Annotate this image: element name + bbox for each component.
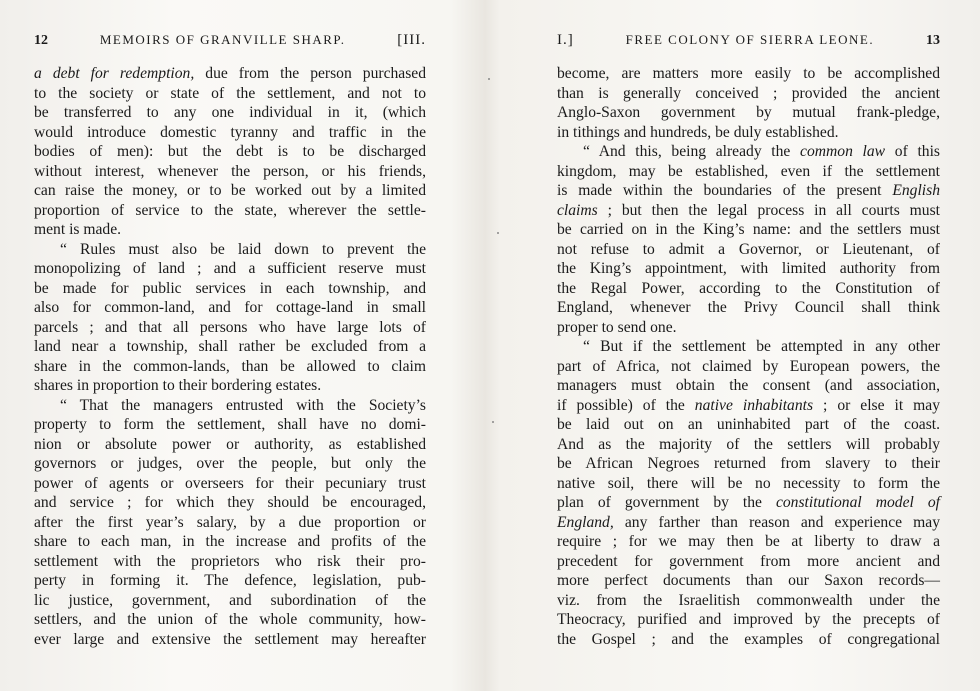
text-line <box>557 396 940 416</box>
text-line <box>557 64 940 84</box>
text-run: parcels ; and that all persons who have large lots of <box>34 318 426 336</box>
text-run: share in the common-lands, than be allowed to claim <box>34 357 426 375</box>
text-line <box>557 357 940 377</box>
text-run: in tithings and hundreds, be duly established. <box>557 123 839 141</box>
text-run: due from the person purchased <box>194 65 427 82</box>
section-marker: [III. <box>397 32 426 48</box>
text-line <box>557 532 940 552</box>
running-title: MEMOIRS OF GRANVILLE SHARP. <box>99 32 346 47</box>
text-run: ; but then the legal process in all courts must <box>597 201 940 219</box>
text-line <box>34 415 426 435</box>
italic-text: England, <box>557 513 614 531</box>
text-line <box>557 220 940 240</box>
italic-text: claims <box>557 201 598 219</box>
text-run: monopolizing of land ; and a sufficient reserve must <box>34 260 426 277</box>
italic-text: constitutional model of <box>775 494 940 511</box>
text-run: lic justice, government, and subordination of the <box>34 591 426 609</box>
text-line <box>34 493 426 513</box>
text-run: managers must obtain the consent (and association, <box>557 377 940 394</box>
text-line <box>34 201 426 221</box>
text-line <box>557 571 940 591</box>
text-line <box>557 162 940 182</box>
text-line <box>34 571 426 591</box>
text-run: Anglo-Saxon government by mutual frank-pledge, <box>557 104 940 121</box>
italic-text: common law <box>800 143 886 160</box>
text-run: without interest, whenever the person, or his friends, <box>34 162 426 180</box>
text-run: to the society or state of the settlement, and not to <box>34 84 426 102</box>
text-line <box>34 435 426 455</box>
text-line <box>557 298 940 318</box>
text-line <box>34 103 426 123</box>
text-line <box>34 454 426 474</box>
text-run: not refuse to admit a Governor, or Lieutenant, of <box>557 240 940 258</box>
text-line <box>557 279 940 299</box>
right-page-header <box>557 32 940 52</box>
text-run: “ Rules must also be laid down to prevent the <box>60 240 426 258</box>
text-line <box>34 142 426 162</box>
text-run: shares in proportion to their bordering estates. <box>34 377 322 394</box>
text-run: the Regal Power, according to the Constitution of <box>557 279 940 297</box>
right-page-body <box>557 64 940 649</box>
right-page <box>557 32 940 649</box>
text-run: require ; for we may then be at liberty to draw a <box>557 533 940 550</box>
text-run: power of agents or overseers for their pecuniary trust <box>34 474 426 492</box>
text-line <box>34 181 426 201</box>
text-run: after the first year’s salary, by a due proportion or <box>34 513 426 531</box>
text-run: is made within the boundaries of the present <box>557 182 893 199</box>
text-line <box>34 552 426 572</box>
page-number: 12 <box>34 33 48 48</box>
text-run: England, whenever the Privy Council shall think <box>557 299 940 316</box>
text-line <box>557 318 940 338</box>
text-line <box>557 337 940 357</box>
italic-text: native inhabitants <box>694 396 814 414</box>
text-line <box>34 513 426 533</box>
text-run: plan of government by the <box>557 494 776 511</box>
left-page-body <box>34 64 426 649</box>
gutter-speck <box>492 421 494 423</box>
text-line <box>557 123 940 143</box>
text-line <box>34 474 426 494</box>
text-run: And as the majority of the settlers will probably <box>557 435 940 453</box>
left-page <box>34 32 426 649</box>
text-line <box>557 610 940 630</box>
text-line <box>557 240 940 260</box>
text-run: be African Negroes returned from slavery to their <box>557 455 940 472</box>
text-run: precedent for government from more ancient and <box>557 552 940 570</box>
text-run: viz. from the Israelitish commonwealth under the <box>557 591 940 609</box>
text-run: the King’s appointment, with limited authority from <box>557 260 940 277</box>
text-line <box>557 142 940 162</box>
text-run: be carried on in the King’s name: and the settlers must <box>557 221 940 238</box>
section-marker: I.] <box>557 32 574 48</box>
text-line <box>34 259 426 279</box>
text-line <box>557 513 940 533</box>
text-run: become, are matters more easily to be accomplished <box>557 65 940 82</box>
text-run: the Gospel ; and the examples of congregational <box>557 630 940 648</box>
text-line <box>557 181 940 201</box>
text-line <box>557 474 940 494</box>
text-line <box>34 240 426 260</box>
text-run: Theocracy, purified and improved by the precepts of <box>557 611 940 628</box>
text-run: can raise the money, or to be worked out by a limited <box>34 182 426 199</box>
text-run: “ And this, being already the <box>583 143 801 160</box>
italic-text: a debt for redemption, <box>34 65 195 82</box>
text-line <box>34 630 426 650</box>
text-line <box>34 591 426 611</box>
text-run: share to each man, in the increase and profits of the <box>34 533 426 550</box>
text-run: native soil, there will be no necessity to form the <box>557 474 940 492</box>
text-run: bodies of men): but the debt is to be discharged <box>34 143 426 160</box>
text-line <box>34 298 426 318</box>
text-line <box>34 220 426 240</box>
text-line <box>34 84 426 104</box>
running-title: FREE COLONY OF SIERRA LEONE. <box>625 32 875 47</box>
text-line <box>557 103 940 123</box>
text-run: also for common-land, and for cottage-land in small <box>34 299 426 316</box>
text-line <box>34 376 426 396</box>
text-run: than is generally conceived ; provided the ancient <box>557 84 940 102</box>
left-page-header <box>34 32 426 52</box>
text-line <box>34 64 426 84</box>
text-run: “ But if the settlement be attempted in any other <box>583 338 940 355</box>
text-line <box>557 376 940 396</box>
italic-text: English <box>892 182 940 199</box>
text-run: “ That the managers entrusted with the Society’s <box>60 396 426 414</box>
text-run: more perfect documents than our Saxon records— <box>557 572 940 589</box>
text-run: property to form the settlement, shall have no domi- <box>34 416 426 433</box>
text-run: nion or absolute power or authority, as established <box>34 435 426 453</box>
text-line <box>557 84 940 104</box>
text-run: ever large and extensive the settlement may hereafter <box>34 630 426 648</box>
text-line <box>34 396 426 416</box>
text-run: if possible) of the <box>557 396 695 414</box>
text-line <box>34 357 426 377</box>
text-run: kingdom, may be established, even if the settlement <box>557 162 940 180</box>
text-line <box>557 259 940 279</box>
text-line <box>34 532 426 552</box>
text-line <box>557 493 940 513</box>
text-line <box>34 318 426 338</box>
text-run: land near a township, shall rather be excluded from a <box>34 338 426 355</box>
text-run: settlers, and the union of the whole community, how- <box>34 611 426 628</box>
page-number: 13 <box>925 33 940 48</box>
text-line <box>34 610 426 630</box>
text-run: and service ; for which they should be encouraged, <box>34 494 426 511</box>
text-run: would introduce domestic tyranny and traffic in the <box>34 123 426 141</box>
text-run: be made for public services in each township, and <box>34 279 426 297</box>
text-line <box>557 591 940 611</box>
text-line <box>557 552 940 572</box>
text-run: be transferred to any one individual in it, (which <box>34 104 426 121</box>
text-run: ment is made. <box>34 221 122 238</box>
text-line <box>557 415 940 435</box>
text-run: perty in forming it. The defence, legislation, pub- <box>34 572 426 589</box>
text-run: proper to send one. <box>557 318 677 336</box>
text-line <box>34 123 426 143</box>
text-run: governors or judges, over the people, but only the <box>34 455 426 472</box>
text-line <box>34 337 426 357</box>
text-run: of this <box>885 143 940 160</box>
text-line <box>557 630 940 650</box>
text-line <box>557 201 940 221</box>
text-run: settlement with the proprietors who risk their pro- <box>34 552 426 570</box>
gutter-speck <box>497 232 499 234</box>
text-line <box>557 435 940 455</box>
text-line <box>557 454 940 474</box>
text-run: be laid out on an uninhabited part of the coast. <box>557 416 940 433</box>
text-run: part of Africa, not claimed by European powers, the <box>557 357 940 375</box>
gutter-speck <box>488 78 490 80</box>
text-line <box>34 162 426 182</box>
text-run: any farther than reason and experience may <box>613 513 940 531</box>
text-line <box>34 279 426 299</box>
text-run: ; or else it may <box>813 396 940 414</box>
text-run: proportion of service to the state, wherever the settle- <box>34 201 426 219</box>
